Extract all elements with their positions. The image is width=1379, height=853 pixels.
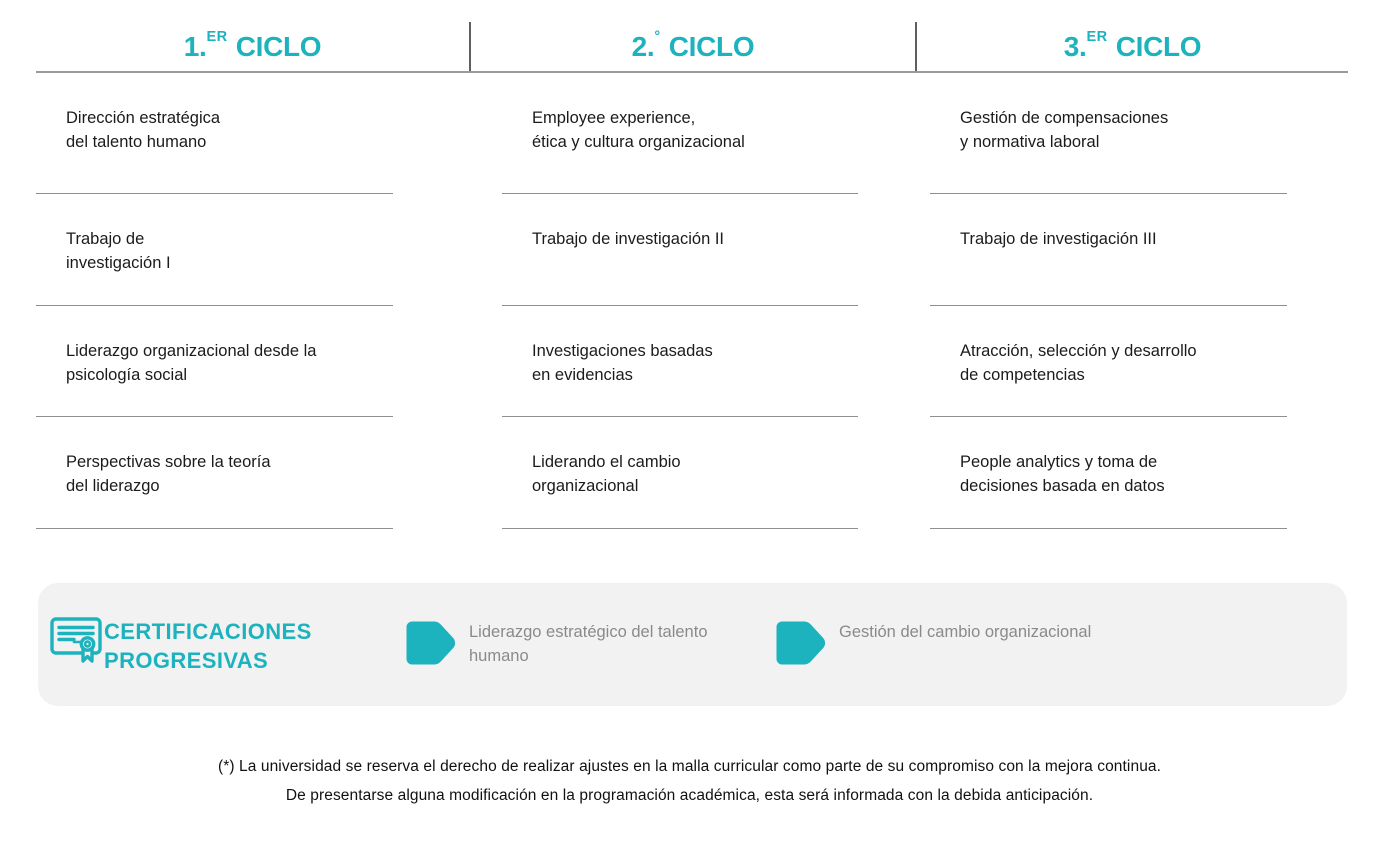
course-cell: [502, 417, 858, 529]
course-column-1: [36, 73, 393, 529]
course-name: Liderazgo organizacional desde la: [66, 342, 317, 360]
cycle-ordinal-suffix: ER: [206, 29, 228, 46]
course-name: de competencias: [960, 366, 1085, 384]
course-cell: [502, 306, 858, 417]
course-cell: [36, 194, 393, 306]
course-cell: [36, 417, 393, 529]
course-cell: [502, 194, 858, 306]
cycle-header-row: [36, 22, 1348, 73]
course-cell: [36, 73, 393, 194]
certifications-title: [104, 617, 312, 675]
certification-item: [775, 619, 1091, 671]
course-name: y normativa laboral: [960, 133, 1100, 151]
cycle-header-3: [915, 22, 1348, 71]
course-name: Dirección estratégica: [66, 109, 221, 127]
course-name: Trabajo de investigación II: [532, 230, 724, 248]
course-name: Employee experience,: [532, 109, 696, 127]
certification-label: [469, 619, 708, 668]
footnote-line-2: De presentarse alguna modificación en la programación académica, esta será informada con la debida anticipación.: [285, 786, 1094, 804]
certification-label-line: Gestión del cambio organizacional: [839, 623, 1092, 641]
cycle-ordinal-suffix: °: [654, 29, 661, 46]
course-name: Liderando el cambio: [532, 453, 681, 471]
certifications-title-line: PROGRESIVAS: [104, 648, 269, 673]
course-name: en evidencias: [532, 366, 633, 384]
course-column-2: [502, 73, 858, 529]
course-name: psicología social: [66, 366, 188, 384]
certification-label: [839, 619, 1091, 644]
course-cell: [502, 73, 858, 194]
course-name: ética y cultura organizacional: [532, 133, 745, 151]
course-name: Perspectivas sobre la teoría: [66, 453, 271, 471]
cycle-ordinal: 3.: [1063, 30, 1087, 62]
certificate-icon: [48, 611, 104, 672]
course-name: Trabajo de investigación III: [960, 230, 1157, 248]
course-cell: [930, 306, 1287, 417]
course-name: del talento humano: [66, 133, 207, 151]
arrow-tag-icon: [775, 620, 827, 671]
certification-label-line: Liderazgo estratégico del talento: [469, 623, 708, 641]
footnote-line-1: (*) La universidad se reserva el derecho de realizar ajustes en la malla curricular como parte de su compromiso con la mejora continua.: [217, 758, 1162, 775]
course-name: decisiones basada en datos: [960, 477, 1165, 495]
course-cell: [36, 306, 393, 417]
course-cell: [930, 73, 1287, 194]
cycle-ordinal: 2.: [631, 30, 655, 62]
course-name: organizacional: [532, 477, 639, 495]
course-cell: [930, 194, 1287, 306]
course-column-3: [930, 73, 1287, 529]
cycle-header-1: [36, 22, 469, 71]
footnote: [0, 753, 1379, 810]
cycle-ordinal: 1.: [183, 30, 207, 62]
cycle-header-2: [469, 22, 915, 71]
certification-item: [405, 619, 708, 671]
course-name: Gestión de compensaciones: [960, 109, 1169, 127]
cycle-label: CICLO: [1115, 30, 1202, 62]
arrow-tag-icon: [405, 620, 457, 671]
course-name: del liderazgo: [66, 477, 160, 495]
course-name: Investigaciones basadas: [532, 342, 713, 360]
course-name: Atracción, selección y desarrollo: [960, 342, 1197, 360]
course-cell: [930, 417, 1287, 529]
cycle-label: CICLO: [668, 30, 755, 62]
course-name: People analytics y toma de: [960, 453, 1158, 471]
course-name: investigación I: [66, 254, 171, 272]
certification-label-line: humano: [469, 647, 529, 665]
certifications-panel: [38, 583, 1347, 706]
cycle-ordinal-suffix: ER: [1086, 29, 1108, 46]
course-name: Trabajo de: [66, 230, 145, 248]
cycle-label: CICLO: [235, 30, 322, 62]
certifications-title-line: CERTIFICACIONES: [104, 619, 312, 644]
